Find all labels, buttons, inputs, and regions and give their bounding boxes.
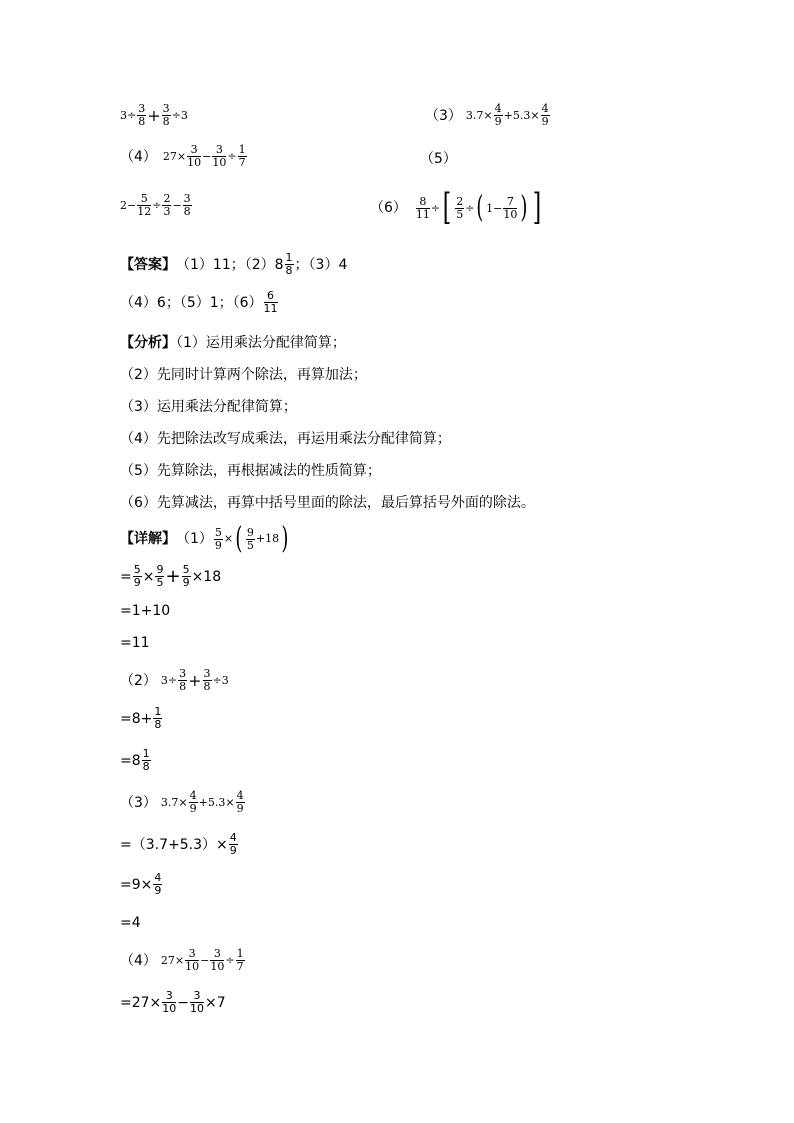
answer-label: 【答案】	[120, 256, 176, 273]
fraction: $\frac{1}{8}$	[154, 705, 162, 731]
left-paren: (	[476, 190, 484, 225]
detail-2-expression: 3÷ $\frac{3}{8}$ + $\frac{3}{8}$ ÷3	[160, 667, 229, 693]
right-paren: )	[520, 190, 528, 225]
problem-6-expression: $\frac{8}{11}$ ÷ [ $\frac{2}{5}$ ÷ ( 1− $\frac{7}{10}$ ) ]	[415, 187, 542, 228]
problem-5-expression: 2− $\frac{5}{12}$ ÷ $\frac{2}{3}$ − $\frac{3}{8}$	[120, 192, 191, 218]
fraction: $\frac{3}{8}$	[183, 192, 191, 218]
detail-1-step-3: =11	[120, 635, 150, 651]
detail-3-step-3: =4	[120, 915, 141, 931]
answer-line-2: （4）6；（5）1；（6） $\frac{6}{11}$	[120, 289, 278, 315]
detail-3-step-1: =（3.7+5.3）× $\frac{4}{9}$	[120, 831, 237, 857]
fraction: $\frac{3}{10}$	[190, 989, 205, 1015]
fraction: $\frac{3}{8}$	[179, 667, 187, 693]
left-paren: (	[235, 521, 243, 556]
problem-3-expression: 3.7× $\frac{4}{9}$ +5.3× $\frac{4}{9}$	[465, 102, 549, 128]
detail-3-step-2: =9× $\frac{4}{9}$	[120, 871, 162, 897]
problem-6: （6） $\frac{8}{11}$ ÷ [ $\frac{2}{5}$ ÷ ( 1− $\frac{7}{10}$ ) ]	[370, 190, 544, 226]
problem-5-label: （5）	[420, 151, 457, 167]
problem-2-expression: 3÷ $\frac{3}{8}$ + $\frac{3}{8}$ ÷3	[120, 102, 188, 128]
detail-4-heading: （4） 27× $\frac{3}{10}$ − $\frac{3}{10}$ ÷ $\frac{1}{7}$	[120, 947, 244, 973]
fraction: $\frac{4}{9}$	[229, 831, 237, 857]
left-bracket: [	[442, 187, 452, 228]
analysis-line-5: （5）先算除法，再根据减法的性质简算；	[120, 463, 381, 479]
fraction: $\frac{7}{10}$	[503, 194, 518, 221]
fraction: $\frac{3}{10}$	[185, 947, 200, 973]
answer-line-1: 【答案】 （1）11；（2）8 $\frac{1}{8}$ ；（3）4	[120, 251, 348, 277]
fraction: $\frac{3}{10}$	[187, 143, 202, 169]
fraction: $\frac{4}{9}$	[154, 871, 162, 897]
fraction: $\frac{4}{9}$	[236, 789, 244, 815]
analysis-line-3: （3）运用乘法分配律简算；	[120, 399, 297, 415]
fraction: $\frac{4}{9}$	[189, 789, 197, 815]
analysis-line-6: （6）先算减法，再算中括号里面的除法，最后算括号外面的除法。	[120, 495, 535, 511]
analysis-line-1: 【分析】（1）运用乘法分配律简算；	[120, 335, 346, 351]
fraction: $\frac{2}{3}$	[163, 192, 171, 218]
right-paren: )	[281, 521, 289, 556]
fraction: $\frac{5}{12}$	[137, 192, 152, 218]
analysis-label: 【分析】	[120, 335, 176, 351]
detail-4-step-1: =27× $\frac{3}{10}$ − $\frac{3}{10}$ ×7	[120, 989, 226, 1015]
fraction: $\frac{4}{9}$	[494, 102, 502, 128]
detail-2-heading: （2） 3÷ $\frac{3}{8}$ + $\frac{3}{8}$ ÷3	[120, 667, 229, 693]
right-bracket: ]	[532, 187, 542, 228]
fraction: $\frac{1}{8}$	[285, 251, 293, 277]
fraction: $\frac{5}{9}$	[182, 563, 190, 589]
problem-4-expression: 27× $\frac{3}{10}$ − $\frac{3}{10}$ ÷ $\frac{1}{7}$	[162, 143, 246, 169]
detail-3-expression: 3.7× $\frac{4}{9}$ +5.3× $\frac{4}{9}$	[160, 789, 244, 815]
detail-4-expression: 27× $\frac{3}{10}$ − $\frac{3}{10}$ ÷ $\frac{1}{7}$	[160, 947, 244, 973]
detail-label: 【详解】	[120, 531, 176, 547]
detail-1-expression: $\frac{5}{9}$ × ( $\frac{9}{5}$ +18 )	[214, 521, 289, 556]
fraction: $\frac{6}{11}$	[263, 289, 278, 315]
detail-1-step-1: = $\frac{5}{9}$ × $\frac{9}{5}$ + $\frac{5}{9}$ ×18	[120, 563, 222, 589]
detail-2-step-2: =8 $\frac{1}{8}$	[120, 747, 150, 773]
problem-3: （3） 3.7× $\frac{4}{9}$ +5.3× $\frac{4}{9}$	[425, 102, 549, 128]
analysis-line-4: （4）先把除法改写成乘法，再运用乘法分配律简算；	[120, 431, 451, 447]
detail-1-step-2: =1+10	[120, 603, 171, 619]
detail-2-step-1: =8+ $\frac{1}{8}$	[120, 705, 162, 731]
fraction: $\frac{3}{8}$	[203, 667, 211, 693]
fraction: $\frac{4}{9}$	[541, 102, 549, 128]
fraction: $\frac{5}{9}$	[133, 563, 141, 589]
fraction: $\frac{3}{10}$	[162, 989, 177, 1015]
analysis-line-2: （2）先同时计算两个除法，再算加法；	[120, 367, 367, 383]
fraction: $\frac{1}{7}$	[238, 143, 246, 169]
fraction: $\frac{1}{8}$	[142, 747, 150, 773]
fraction: $\frac{3}{10}$	[212, 143, 227, 169]
detail-1-heading: 【详解】 （1） $\frac{5}{9}$ × ( $\frac{9}{5}$ +18 )	[120, 524, 291, 554]
fraction: $\frac{9}{5}$	[156, 563, 164, 589]
fraction: $\frac{2}{5}$	[456, 194, 464, 221]
fraction: $\frac{3}{8}$	[138, 102, 146, 128]
fraction: $\frac{1}{7}$	[236, 947, 244, 973]
fraction: $\frac{9}{5}$	[246, 525, 254, 552]
fraction: $\frac{5}{9}$	[214, 525, 222, 552]
detail-3-heading: （3） 3.7× $\frac{4}{9}$ +5.3× $\frac{4}{9}$	[120, 789, 244, 815]
fraction: $\frac{8}{11}$	[415, 194, 430, 221]
fraction: $\frac{3}{10}$	[210, 947, 225, 973]
problem-4: （4） 27× $\frac{3}{10}$ − $\frac{3}{10}$ ÷ $\frac{1}{7}$	[120, 143, 246, 169]
fraction: $\frac{3}{8}$	[162, 102, 170, 128]
